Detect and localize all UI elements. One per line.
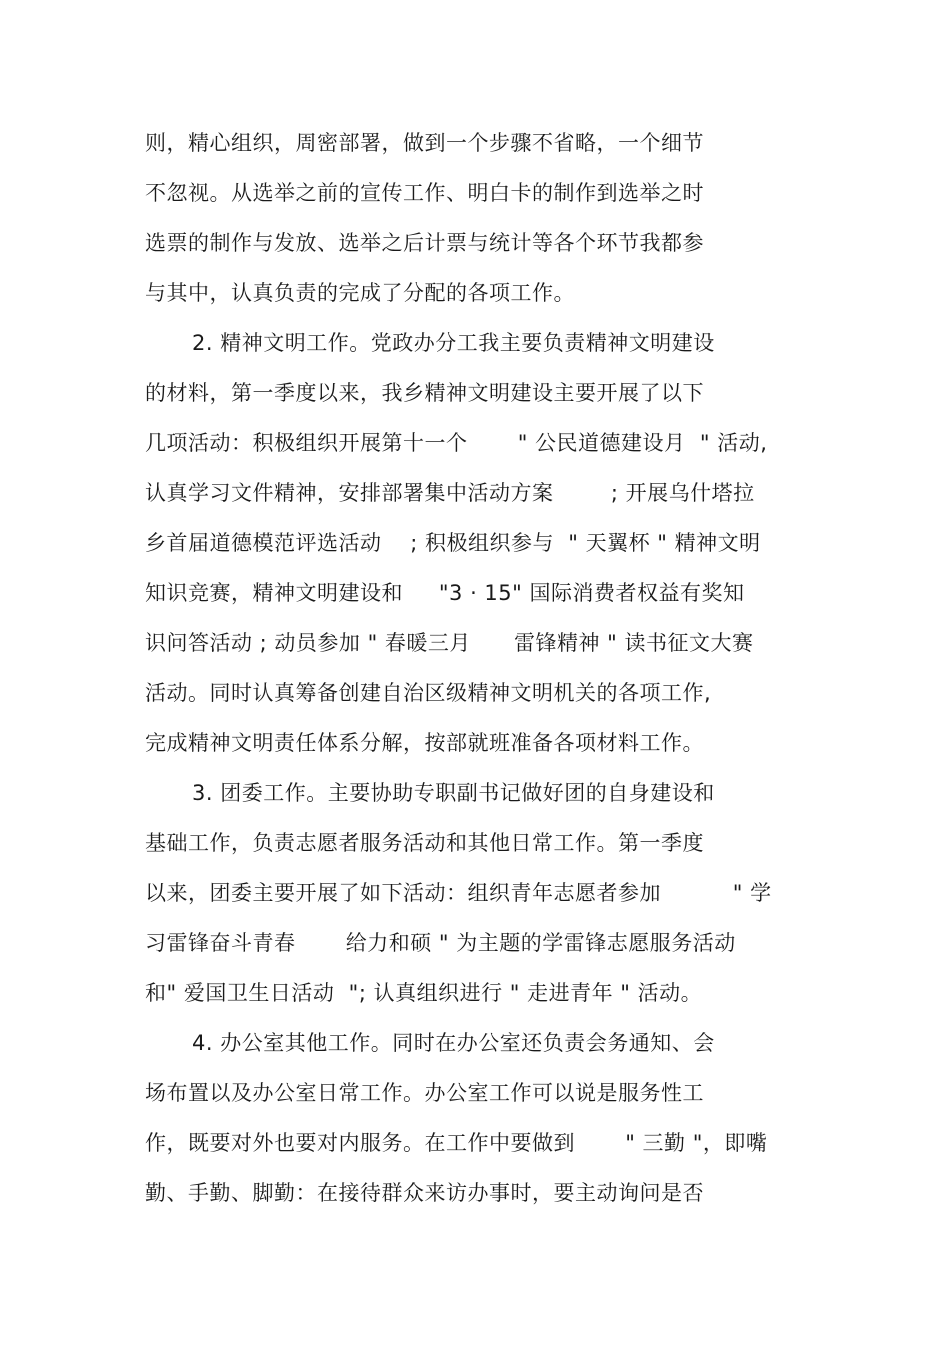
text-line: 基础工作，负责志愿者服务活动和其他日常工作。第一季度: [145, 831, 704, 855]
text-line: 不忽视。从选举之前的宣传工作、明白卡的制作到选举之时: [145, 181, 704, 205]
section-heading-spiritual-civilization: 2. 精神文明工作。党政办分工我主要负责精神文明建设: [192, 331, 715, 355]
text-line: 则，精心组织，周密部署，做到一个步骤不省略，一个细节: [145, 131, 704, 155]
text-line: 习雷锋奋斗青春 给力和硕 " 为主题的学雷锋志愿服务活动: [145, 931, 736, 955]
text-line: 的材料，第一季度以来，我乡精神文明建设主要开展了以下: [145, 381, 704, 405]
text-line: 知识竞赛，精神文明建设和 "3 · 15" 国际消费者权益有奖知: [145, 581, 745, 605]
section-heading-youth-league: 3. 团委工作。主要协助专职副书记做好团的自身建设和: [192, 781, 715, 805]
text-line: 场布置以及办公室日常工作。办公室工作可以说是服务性工: [145, 1081, 704, 1105]
text-line: 几项活动：积极组织开展第十一个 " 公民道德建设月 " 活动,: [145, 431, 768, 455]
text-line: 和" 爱国卫生日活动 "; 认真组织进行 " 走进青年 " 活动。: [145, 981, 703, 1005]
text-line: 勤、手勤、脚勤：在接待群众来访办事时，要主动询问是否: [145, 1181, 704, 1205]
text-line: 与其中，认真负责的完成了分配的各项工作。: [145, 281, 575, 305]
text-line: 以来，团委主要开展了如下活动：组织青年志愿者参加 " 学: [145, 881, 772, 905]
text-line: 作，既要对外也要对内服务。在工作中要做到 " 三勤 "，即嘴: [145, 1131, 768, 1155]
text-line: 完成精神文明责任体系分解，按部就班准备各项材料工作。: [145, 731, 704, 755]
text-line: 活动。同时认真筹备创建自治区级精神文明机关的各项工作,: [145, 681, 712, 705]
section-heading-office-work: 4. 办公室其他工作。同时在办公室还负责会务通知、会: [192, 1031, 715, 1055]
text-line: 乡首届道德模范评选活动 ; 积极组织参与 " 天翼杯 " 精神文明: [145, 531, 761, 555]
text-line: 识问答活动 ; 动员参加 " 春暖三月 雷锋精神 " 读书征文大赛: [145, 631, 754, 655]
text-line: 选票的制作与发放、选举之后计票与统计等各个环节我都参: [145, 231, 704, 255]
text-line: 认真学习文件精神，安排部署集中活动方案 ; 开展乌什塔拉: [145, 481, 755, 505]
